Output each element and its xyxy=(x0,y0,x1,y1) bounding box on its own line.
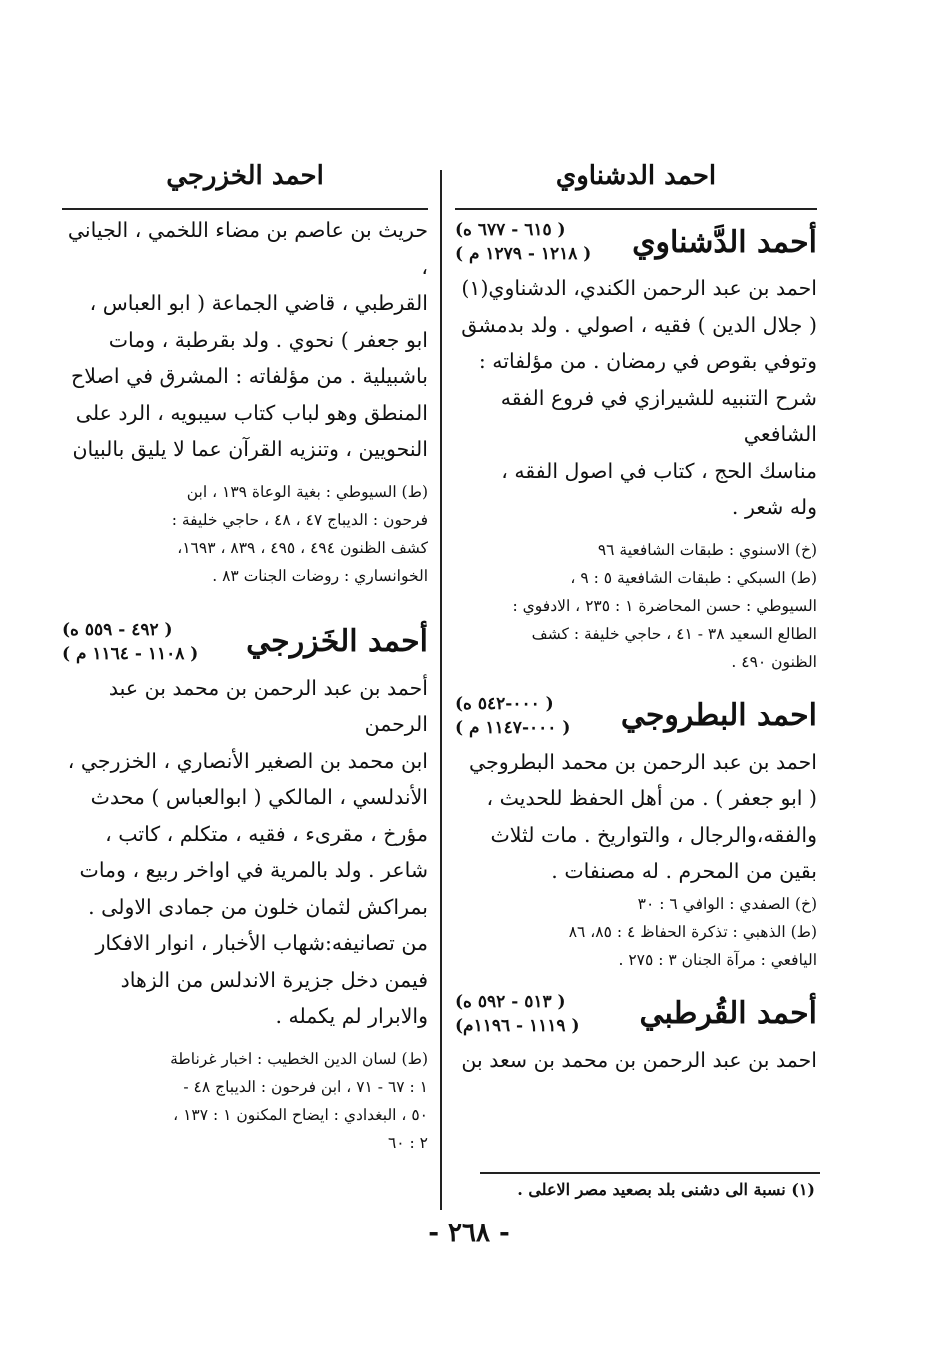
reference-line: ١ : ٦٧ - ٧١ ، ابن فرحون : الديباج ٤٨ - xyxy=(183,1077,428,1096)
body-line: ابن محمد بن الصغير الأنصاري ، الخزرجي ، xyxy=(67,748,428,773)
body-line: حريث بن عاصم بن مضاء اللخمي ، الجياني ، xyxy=(67,218,428,279)
reference-line: الخوانساري : روضات الجنات ٨٣ . xyxy=(212,566,428,585)
body-line: مؤرخ ، مقرىء ، فقيه ، متكلم ، كاتب ، xyxy=(105,821,428,846)
dates-hijri: ( ٠٠٠-٥٤٢ ه) xyxy=(455,693,554,714)
entry-qurtubi xyxy=(455,990,817,1079)
reference-line: (ط) السيوطي : بغية الوعاة ١٣٩ ، ابن xyxy=(186,482,428,501)
entry-dates xyxy=(62,618,198,666)
left-column-header: احمد الخزرجي xyxy=(166,161,324,191)
body-line: من تصانيفه:شهاب الأخبار ، انوار الافكار xyxy=(95,931,428,955)
body-line: باشبيلية . من مؤلفاته : المشرق في اصلاح xyxy=(71,364,428,388)
entry-dates xyxy=(455,218,591,266)
footnote: (١) نسبة الى دشنى بلد بصعيد مصر الاعلى . xyxy=(517,1180,815,1199)
body-line: والفقه،والرجال ، والتواريخ . مات لثلاث xyxy=(490,822,817,847)
body-line: ( ابو جعفر ) . من أهل الحفظ للحديث ، xyxy=(486,786,817,810)
dates-gregorian: ( ١١٠٨ - ١١٦٤ م ) xyxy=(62,643,199,664)
body-line: بقين من المحرم . له مصنفات . xyxy=(551,859,817,883)
column-divider xyxy=(440,170,442,1210)
entry-title: أحمد الخَزرجي xyxy=(246,624,428,659)
dates-gregorian: ( ١١١٩ - ١١٩٦م) xyxy=(455,1015,580,1036)
reference-line: (خ) الاسنوي : طبقات الشافعية ٩٦ xyxy=(597,540,817,559)
reference-line: ٢ : ٦٠ xyxy=(387,1133,428,1152)
entry-khazraji xyxy=(62,618,428,1157)
reference-line: (ط) لسان الدين الخطيب : اخبار غرناطة xyxy=(170,1049,428,1068)
entry-title: أحمد القُرطبي xyxy=(639,996,817,1031)
entry-continuation xyxy=(62,212,428,590)
body-line: شاعر . ولد بالمرية في اواخر ربيع ، ومات xyxy=(79,858,428,882)
page-number: - ٢٦٨ - xyxy=(428,1218,510,1248)
entry-title: أحمد الدَّشناوي xyxy=(632,224,817,260)
body-line: احمد بن عبد الرحمن بن محمد البطروجي xyxy=(469,749,817,774)
body-line: مناسك الحج ، كتاب في اصول الفقه ، xyxy=(501,458,817,483)
reference-line: الطالع السعيد ٣٨ - ٤١ ، حاجي خليفة : كشف xyxy=(531,624,817,643)
dates-gregorian: ( ١٢١٨ - ١٢٧٩ م ) xyxy=(455,244,592,264)
dates-gregorian: ( ٠٠٠-١١٤٧ م ) xyxy=(455,717,571,738)
body-line: احمد بن عبد الرحمن الكندي، الدشناوي(١) xyxy=(461,276,817,300)
reference-line: (ط) السبكي : طبقات الشافعية ٥ : ٩ ، xyxy=(570,568,817,587)
reference-line: (خ) الصفدي : الوافي ٦ : ٣٠ xyxy=(637,894,817,913)
dates-hijri: ( ٦١٥ - ٦٧٧ ه) xyxy=(455,220,566,240)
left-column xyxy=(62,150,428,1157)
reference-line: فرحون : الديباج ٤٧ ، ٤٨ ، حاجي خليفة : xyxy=(171,510,428,529)
body-line: النحويين ، وتنزيه القرآن عما لا يليق بالبيان xyxy=(72,437,428,461)
dates-hijri: ( ٤٩٢ - ٥٥٩ ه) xyxy=(62,619,173,640)
body-line: القرطبي ، قاضي الجماعة ( ابو العباس ، xyxy=(89,291,428,315)
body-line: الأندلسي ، المالكي ( ابوالعباس ) محدث xyxy=(90,785,428,809)
reference-line: اليافعي : مرآة الجنان ٣ : ٢٧٥ . xyxy=(618,950,817,969)
dates-hijri: ( ٥١٣ - ٥٩٢ ه) xyxy=(455,991,566,1012)
reference-line: الظنون ٤٩٠ . xyxy=(731,652,817,671)
body-line: وتوفي بقوص في رمضان . من مؤلفاته : xyxy=(478,349,817,373)
entry-dates xyxy=(455,692,570,740)
body-line: المنطق وهو لباب كتاب سيبويه ، الرد على xyxy=(75,400,428,425)
reference-line: ٥٠ ، البغدادي : ايضاح المكنون ١ : ١٣٧ ، xyxy=(173,1105,428,1124)
right-column-header: احمد الدشناوي xyxy=(555,161,717,191)
right-column xyxy=(455,150,817,1078)
reference-line: السيوطي : حسن المحاضرة ١ : ٢٣٥ ، الادفوي : xyxy=(512,596,817,615)
body-line: ابو جعفر ) نحوي . ولد بقرطبة ، ومات xyxy=(108,327,428,352)
body-line: احمد بن عبد الرحمن بن محمد بن سعد بن xyxy=(461,1047,817,1072)
body-line: وله شعر . xyxy=(731,495,817,519)
entry-dashnawi xyxy=(455,218,817,676)
entry-title: احمد البطروجي xyxy=(620,698,817,733)
body-line: بمراكش لثمان خلون من جمادى الاولى . xyxy=(88,894,428,919)
reference-line: (ط) الذهبي : تذكرة الحفاظ ٤ : ٨٥، ٨٦ xyxy=(568,922,817,941)
reference-line: كشف الظنون ٤٩٤ ، ٤٩٥ ، ٨٣٩ ، ١٦٩٣، xyxy=(177,538,428,557)
body-line: ( جلال الدين ) فقيه ، اصولي . ولد بدمشق xyxy=(461,312,817,337)
footnote-rule xyxy=(480,1172,820,1174)
entry-dates xyxy=(455,990,580,1038)
entry-batruji xyxy=(455,692,817,974)
body-line: أحمد بن عبد الرحمن بن محمد بن عبد الرحمن xyxy=(108,675,428,736)
body-line: فيمن دخل جزيرة الاندلس من الزهاد xyxy=(120,967,428,992)
body-line: شرح التنبيه للشيرازي في فروع الفقه الشافعي xyxy=(500,385,817,446)
body-line: والابرار لم يكمله . xyxy=(275,1004,428,1028)
